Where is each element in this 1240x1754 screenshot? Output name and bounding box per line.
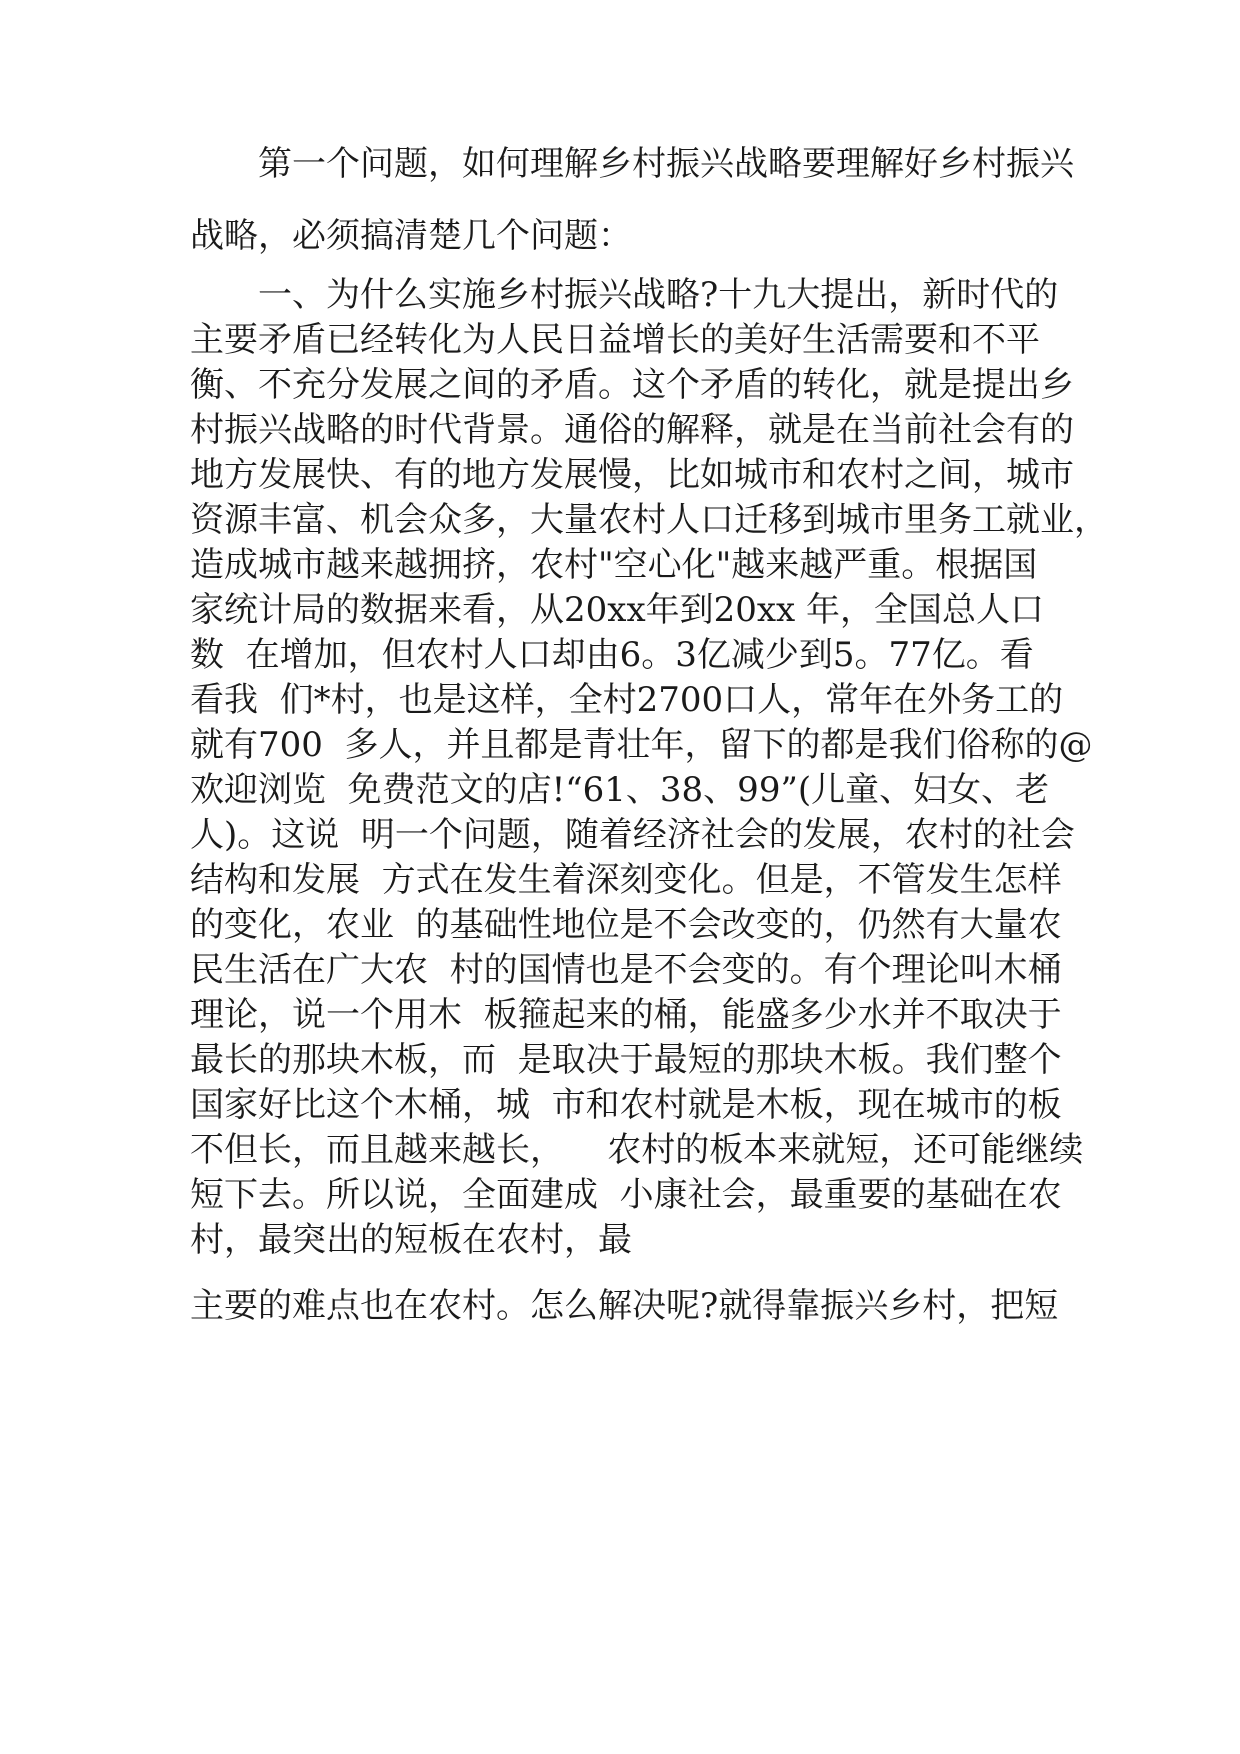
paragraph-line: 结构和发展 方式在发生着深刻变化。但是，不管发生怎样 (190, 860, 1062, 900)
paragraph-line: 欢迎浏览 免费范文的店!“61、38、99”(儿童、妇女、老 (190, 770, 1050, 810)
paragraph-line: 就有700 多人，并且都是青壮年，留下的都是我们俗称的@ (190, 725, 1093, 765)
paragraph-line: 第一个问题，如何理解乡村振兴战略要理解好乡村振兴 (258, 144, 1074, 184)
paragraph-line: 的变化，农业 的基础性地位是不会改变的，仍然有大量农 (190, 905, 1062, 945)
paragraph-line: 民生活在广大农 村的国情也是不会变的。有个理论叫木桶 (190, 950, 1062, 990)
paragraph-line: 造成城市越来越拥挤，农村"空心化"越来越严重。根据国 (190, 545, 1038, 585)
paragraph-line: 人)。这说 明一个问题，随着经济社会的发展，农村的社会 (190, 815, 1075, 855)
paragraph-line: 资源丰富、机会众多，大量农村人口迁移到城市里务工就业， (190, 500, 1108, 540)
paragraph-line: 村，最突出的短板在农村，最 (190, 1220, 632, 1260)
paragraph-line: 看我 们*村，也是这样，全村2700口人，常年在外务工的 (190, 680, 1064, 720)
paragraph-line: 最长的那块木板，而 是取决于最短的那块木板。我们整个 (190, 1040, 1062, 1080)
paragraph-line: 主要矛盾已经转化为人民日益增长的美好生活需要和不平 (190, 320, 1040, 360)
paragraph-line: 村振兴战略的时代背景。通俗的解释，就是在当前社会有的 (190, 410, 1074, 450)
paragraph-line: 不但长，而且越来越长， 农村的板本来就短，还可能继续 (190, 1130, 1084, 1170)
paragraph-line: 理论，说一个用木 板箍起来的桶，能盛多少水并不取决于 (190, 995, 1062, 1035)
paragraph-line: 数 在增加，但农村人口却由6。3亿减少到5。77亿。看 (190, 635, 1034, 675)
paragraph-line: 战略，必须搞清楚几个问题： (190, 216, 632, 256)
paragraph-line: 主要的难点也在农村。怎么解决呢?就得靠振兴乡村，把短 (190, 1286, 1059, 1326)
paragraph-line: 国家好比这个木桶，城 市和农村就是木板，现在城市的板 (190, 1085, 1062, 1125)
paragraph-line: 地方发展快、有的地方发展慢，比如城市和农村之间，城市 (190, 455, 1074, 495)
paragraph-line: 家统计局的数据来看，从20xx年到20xx 年，全国总人口 (190, 590, 1045, 630)
paragraph-line: 衡、不充分发展之间的矛盾。这个矛盾的转化，就是提出乡 (190, 365, 1074, 405)
paragraph-line: 一、为什么实施乡村振兴战略?十九大提出，新时代的 (258, 275, 1059, 315)
paragraph-line: 短下去。所以说，全面建成 小康社会，最重要的基础在农 (190, 1175, 1062, 1215)
